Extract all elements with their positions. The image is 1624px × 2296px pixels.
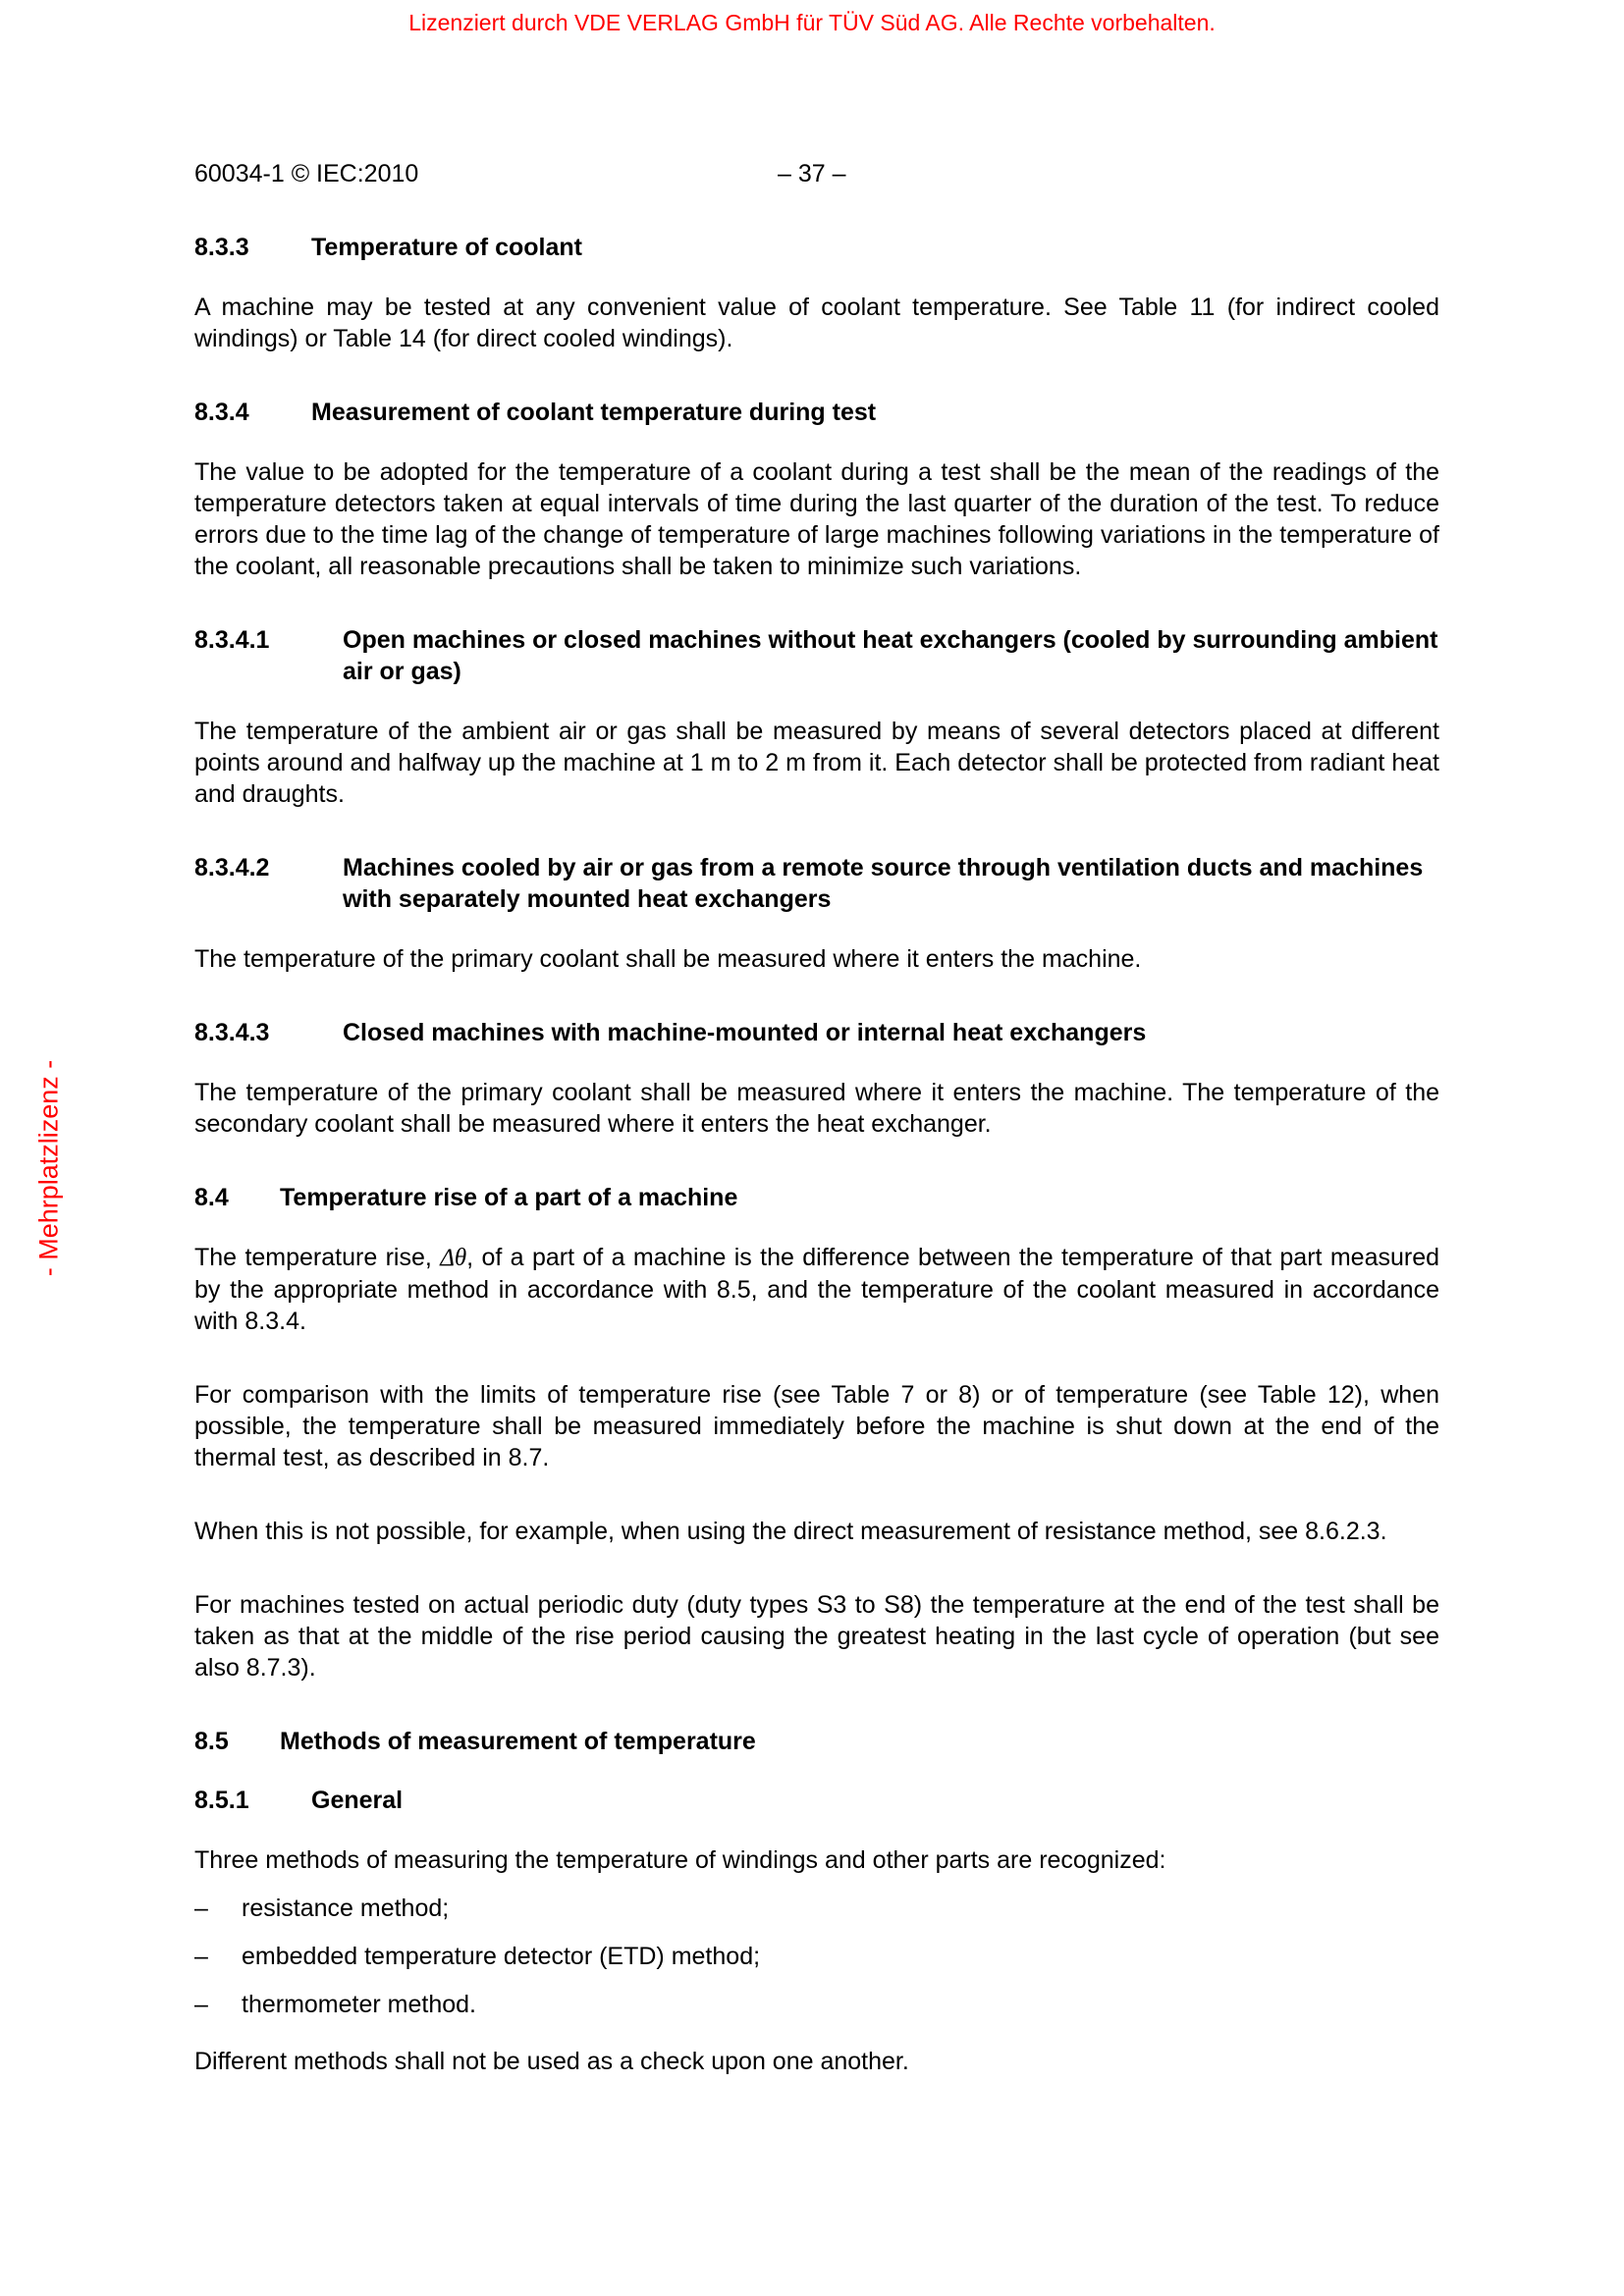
license-watermark-top: Lizenziert durch VDE VERLAG GmbH für TÜV Süd AG. Alle Rechte vorbehalten. [408, 10, 1216, 35]
paragraph: For comparison with the limits of temperature rise (see Table 7 or 8) or of temperature (see Table 12), when possible, the temperature shall be measured immediately before the machine is shut down at the end of the thermal test, as described in 8.7. [194, 1381, 1439, 1471]
license-watermark-side: - Mehrplatzlizenz - [33, 1059, 64, 1277]
section-heading-8-5 [194, 1726, 1439, 1757]
section-title: Temperature rise of a part of a machine [280, 1184, 738, 1211]
section-title: Machines cooled by air or gas from a remote source through ventilation ducts and machines with separately mounted heat exchangers [343, 854, 1424, 913]
paragraph-temperature-rise-definition [194, 1242, 1439, 1337]
section-number: 8.3.4 [194, 399, 249, 426]
section-title: Closed machines with machine-mounted or internal heat exchangers [343, 1019, 1147, 1046]
section-number: 8.5 [194, 1728, 229, 1755]
paragraph: The temperature of the primary coolant shall be measured where it enters the machine. The temperature of the secondary coolant shall be measured where it enters the heat exchanger. [194, 1079, 1439, 1138]
standard-reference: 60034-1 © IEC:2010 [194, 160, 419, 187]
section-number: 8.3.4.1 [194, 626, 270, 654]
section-number: 8.4 [194, 1184, 229, 1211]
text-fragment: , of a part of a machine is the difference between the temperature of that part measured by the appropriate method in accordance with 8.5, and the temperature of the coolant measured in accordance with 8.3.4. [194, 1244, 1440, 1335]
paragraph: For machines tested on actual periodic duty (duty types S3 to S8) the temperature at the end of the test shall be taken as that at the middle of the rise period causing the greatest heating in the last cycle of operation (but see also 8.7.3). [194, 1591, 1439, 1682]
section-heading-8-5-1 [194, 1785, 1439, 1816]
page-number: – 37 – [778, 160, 846, 187]
delta-theta-symbol: Δθ [440, 1245, 467, 1271]
list-item [194, 1893, 1439, 1924]
list-item-text: resistance method; [242, 1895, 450, 1922]
measurement-methods-list [194, 1893, 1439, 2020]
paragraph: The value to be adopted for the temperature of a coolant during a test shall be the mean of the readings of the temperature detectors taken at equal intervals of time during the last quarter of the duration of the test. To reduce errors due to the time lag of the change of temperature of large machines following variations in the temperature of the coolant, all reasonable precautions shall be taken to minimize such variations. [194, 458, 1439, 580]
list-item-text: thermometer method. [242, 1991, 476, 2018]
paragraph: Different methods shall not be used as a check upon one another. [194, 2048, 909, 2075]
list-item [194, 1989, 1439, 2020]
paragraph: When this is not possible, for example, when using the direct measurement of resistance method, see 8.6.2.3. [194, 1518, 1387, 1545]
section-number: 8.3.3 [194, 234, 249, 261]
list-item [194, 1941, 1439, 1972]
paragraph: The temperature of the ambient air or gas shall be measured by means of several detectors placed at different points around and halfway up the machine at 1 m to 2 m from it. Each detector shall be protected from radiant heat and draughts. [194, 718, 1439, 808]
dash-bullet: – [194, 1943, 208, 1970]
list-item-text: embedded temperature detector (ETD) method; [242, 1943, 761, 1970]
section-title: Temperature of coolant [311, 234, 582, 261]
document-body [194, 232, 1439, 2077]
section-heading-8-3-3 [194, 232, 1439, 263]
section-title: General [311, 1787, 404, 1814]
section-heading-8-3-4 [194, 397, 1439, 428]
section-number: 8.3.4.3 [194, 1019, 270, 1046]
section-number: 8.3.4.2 [194, 854, 270, 881]
section-number: 8.5.1 [194, 1787, 249, 1814]
section-heading-8-3-4-2 [194, 852, 1439, 915]
section-heading-8-4 [194, 1182, 1439, 1213]
section-title: Measurement of coolant temperature during test [311, 399, 877, 426]
paragraph: A machine may be tested at any convenient value of coolant temperature. See Table 11 (for indirect cooled windings) or Table 14 (for direct cooled windings). [194, 294, 1439, 352]
section-heading-8-3-4-1 [194, 624, 1439, 687]
text-fragment: The temperature rise, [194, 1244, 441, 1271]
dash-bullet: – [194, 1991, 208, 2018]
paragraph: Three methods of measuring the temperature of windings and other parts are recognized: [194, 1846, 1166, 1874]
dash-bullet: – [194, 1895, 208, 1922]
section-title: Methods of measurement of temperature [280, 1728, 756, 1755]
section-heading-8-3-4-3 [194, 1017, 1439, 1048]
section-title: Open machines or closed machines without heat exchangers (cooled by surrounding ambient air or gas) [343, 626, 1438, 685]
paragraph: The temperature of the primary coolant shall be measured where it enters the machine. [194, 945, 1142, 973]
